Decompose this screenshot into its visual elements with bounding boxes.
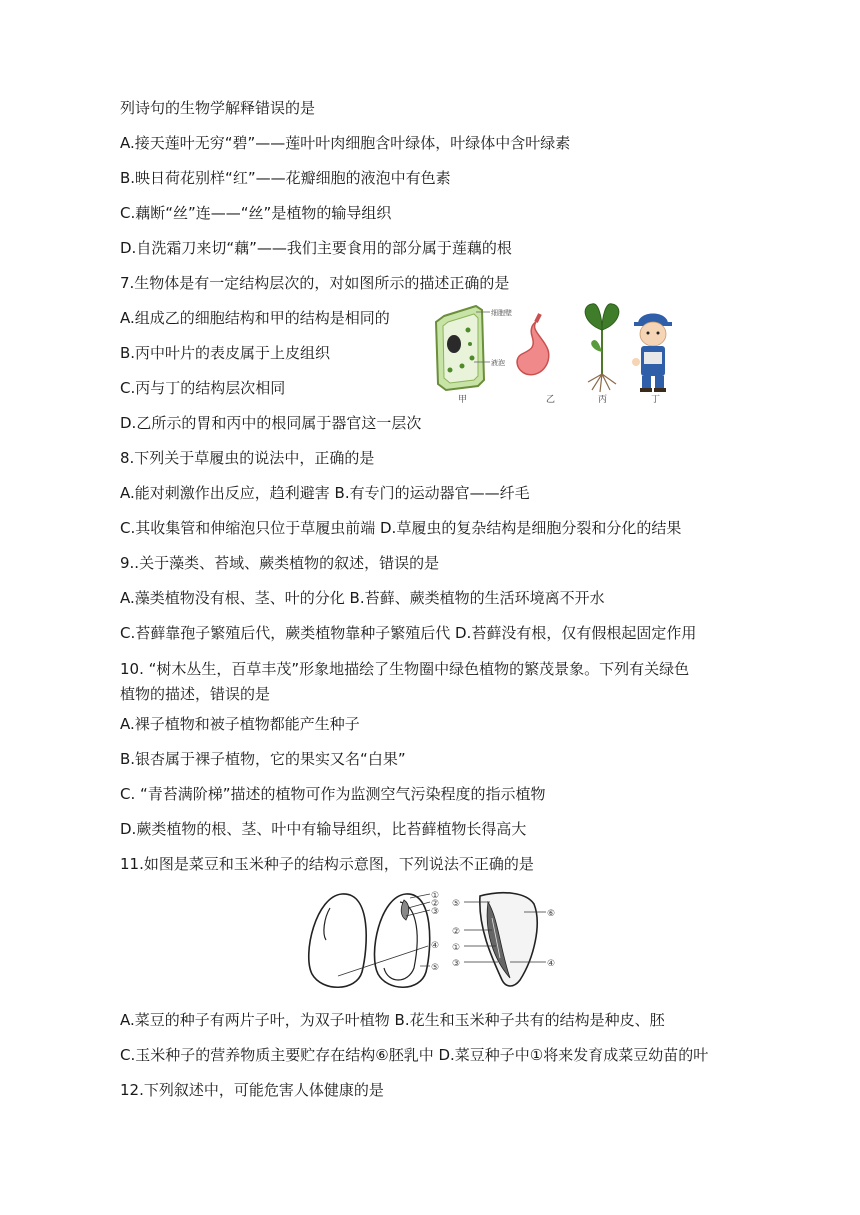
question-10-cont: 植物的描述，错误的是 xyxy=(120,685,271,703)
option-a: A.裸子植物和被子植物都能产生种子 xyxy=(120,715,360,733)
question-8: 8.下列关于草履虫的说法中，正确的是 xyxy=(120,449,375,467)
corn-label: ⑤ xyxy=(452,899,461,909)
option-d: D.乙所示的胃和丙中的根同属于器官这一层次 xyxy=(120,414,422,432)
options-cd: C.玉米种子的营养物质主要贮存在结构⑥胚乳中 D.菜豆种子中①将来发育成菜豆幼苗的叶 xyxy=(120,1046,709,1064)
option-b: B.映日荷花别样“红”——花瓣细胞的液泡中有色素 xyxy=(120,169,451,187)
figure-caption: 甲 xyxy=(458,395,468,405)
question-10: 10. “树木丛生，百草丰茂”形象地描绘了生物圈中绿色植物的繁茂景象。下列有关绿色 xyxy=(120,660,690,678)
option-a: A.组成乙的细胞结构和甲的结构是相同的 xyxy=(120,309,390,327)
figure-caption: 丙 xyxy=(598,395,608,405)
figure-structure-levels xyxy=(432,300,692,406)
question-9: 9..关于藻类、苔域、蕨类植物的叙述，错误的是 xyxy=(120,554,440,572)
corn-label: ① xyxy=(452,943,461,953)
options-ab: A.菜豆的种子有两片子叶，为双子叶植物 B.花生和玉米种子共有的结构是种皮、胚 xyxy=(120,1011,665,1029)
option-a: A.接天莲叶无穷“碧”——莲叶叶肉细胞含叶绿体，叶绿体中含叶绿素 xyxy=(120,134,571,152)
bean-label: ② xyxy=(431,899,440,909)
options-cd: C.其收集管和伸缩泡只位于草履虫前端 D.草履虫的复杂结构是细胞分裂和分化的结果 xyxy=(120,519,682,537)
option-d: D.蕨类植物的根、茎、叶中有输导组织，比苔藓植物长得高大 xyxy=(120,820,527,838)
question-11: 11.如图是菜豆和玉米种子的结构示意图，下列说法不正确的是 xyxy=(120,855,534,873)
option-c: C.藕断“丝”连——“丝”是植物的输导组织 xyxy=(120,204,392,222)
bean-label: ⑤ xyxy=(431,963,440,973)
figure-seed-structures xyxy=(302,888,562,996)
figure-caption: 丁 xyxy=(651,395,661,405)
question-7: 7.生物体是有一定结构层次的，对如图所示的描述正确的是 xyxy=(120,274,510,292)
bean-label: ④ xyxy=(431,941,440,951)
options-ab: A.藻类植物没有根、茎、叶的分化 B.苔藓、蕨类植物的生活环境离不开水 xyxy=(120,589,605,607)
question-12: 12.下列叙述中，可能危害人体健康的是 xyxy=(120,1081,384,1099)
person-icon xyxy=(632,314,672,393)
option-b: B.丙中叶片的表皮属于上皮组织 xyxy=(120,344,331,362)
corn-label: ② xyxy=(452,927,461,937)
stomach-icon xyxy=(517,314,549,375)
text-line: 列诗句的生物学解释错误的是 xyxy=(120,99,316,117)
option-c: C.丙与丁的结构层次相同 xyxy=(120,379,286,397)
vacuole-label: 液泡 xyxy=(491,359,505,367)
option-b: B.银杏属于裸子植物，它的果实又名“白果” xyxy=(120,750,406,768)
corn-label: ⑥ xyxy=(547,909,556,919)
plant-icon xyxy=(585,304,619,392)
plant-cell-icon xyxy=(436,306,490,390)
bean-seed-outline xyxy=(309,894,366,987)
options-cd: C.苔藓靠孢子繁殖后代，蕨类植物靠种子繁殖后代 D.苔藓没有根，仅有假根起固定作用 xyxy=(120,624,697,642)
option-d: D.自洗霜刀来切“藕”——我们主要食用的部分属于莲藕的根 xyxy=(120,239,512,257)
bean-label: ③ xyxy=(431,907,440,917)
cell-wall-label: 细胞壁 xyxy=(491,309,512,317)
options-ab: A.能对刺激作出反应，趋利避害 B.有专门的运动器官——纤毛 xyxy=(120,484,530,502)
option-c: C. “青苔满阶梯”描述的植物可作为监测空气污染程度的指示植物 xyxy=(120,785,546,803)
figure-caption: 乙 xyxy=(546,395,556,405)
corn-label: ④ xyxy=(547,959,556,969)
bean-label: ① xyxy=(431,891,440,901)
corn-label: ③ xyxy=(452,959,461,969)
